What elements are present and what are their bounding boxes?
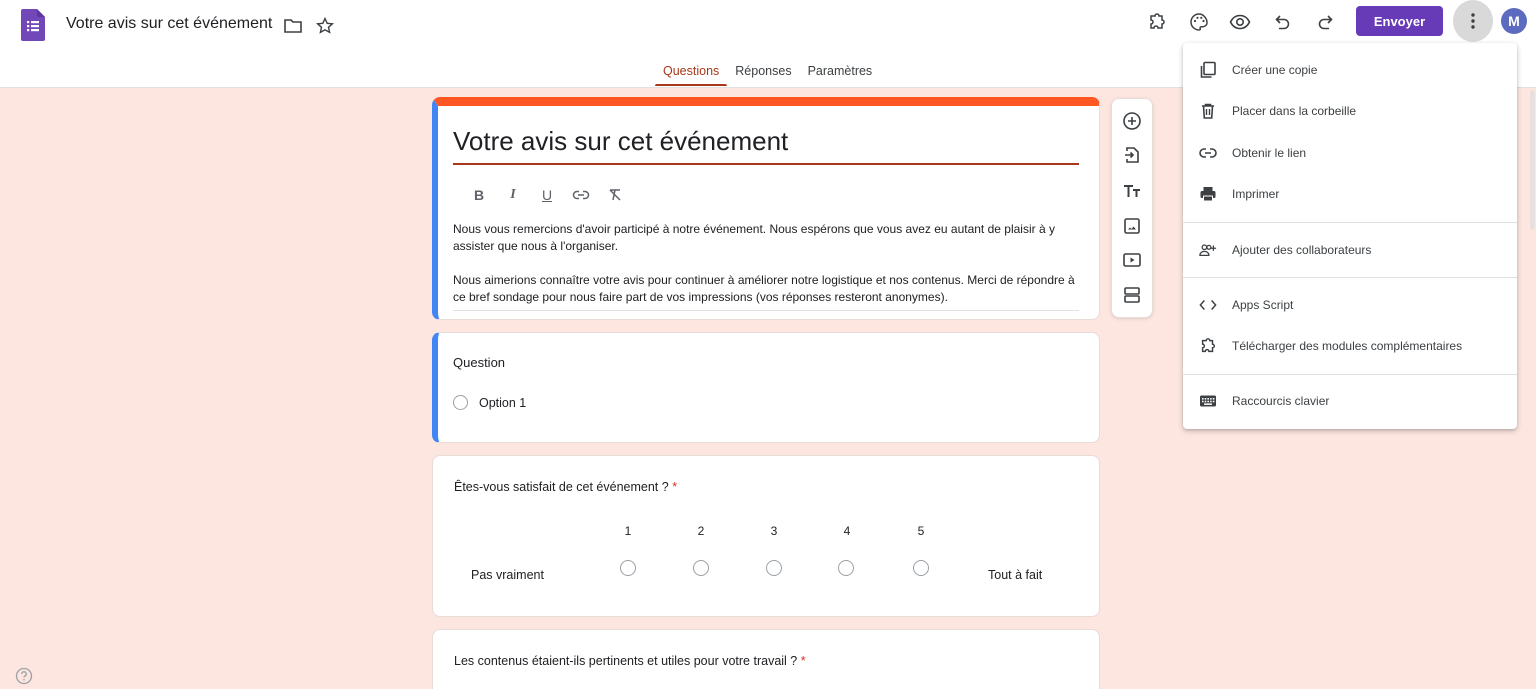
add-section-button[interactable] xyxy=(1121,284,1143,306)
menu-item-add-collaborators[interactable]: Ajouter des collaborateurs xyxy=(1183,230,1517,270)
scale-radio-2[interactable] xyxy=(693,560,709,576)
linear-scale-card[interactable] xyxy=(432,455,1100,617)
palette-icon[interactable] xyxy=(1187,10,1211,34)
add-title-button[interactable] xyxy=(1121,180,1143,202)
print-icon xyxy=(1199,185,1217,203)
copy-icon xyxy=(1199,61,1217,79)
forms-logo-icon[interactable] xyxy=(21,9,45,41)
scale-label-5: 5 xyxy=(917,524,925,538)
link-icon xyxy=(572,190,590,200)
required-asterisk: * xyxy=(800,654,806,668)
import-icon xyxy=(1122,145,1142,165)
question-card[interactable] xyxy=(432,629,1100,689)
option-label[interactable]: Option 1 xyxy=(479,395,527,410)
addons-icon[interactable] xyxy=(1145,10,1169,34)
question-card-selected[interactable] xyxy=(432,332,1100,443)
menu-item-apps-script[interactable]: Apps Script xyxy=(1183,285,1517,325)
keyboard-icon xyxy=(1199,392,1217,410)
question-text: Êtes-vous satisfait de cet événement ? xyxy=(454,480,669,494)
add-people-icon xyxy=(1199,241,1217,259)
menu-item-print[interactable]: Imprimer xyxy=(1183,174,1517,214)
menu-item-keyboard-shortcuts[interactable]: Raccourcis clavier xyxy=(1183,381,1517,421)
scale-label-1: 1 xyxy=(624,524,632,538)
add-question-button[interactable] xyxy=(1121,110,1143,132)
question-title[interactable] xyxy=(454,480,677,494)
section-icon xyxy=(1122,285,1142,305)
link-button[interactable] xyxy=(564,185,598,205)
tab-settings[interactable]: Paramètres xyxy=(807,64,873,78)
form-header-card[interactable] xyxy=(432,97,1100,320)
scale-label-2: 2 xyxy=(697,524,705,538)
code-icon xyxy=(1199,296,1217,314)
help-icon[interactable] xyxy=(15,667,33,685)
more-options-button[interactable] xyxy=(1453,0,1493,42)
clear-formatting-button[interactable] xyxy=(598,185,632,205)
menu-divider xyxy=(1183,222,1517,223)
clear-format-icon xyxy=(607,187,623,203)
page-scrollbar[interactable] xyxy=(1530,90,1535,230)
rich-text-toolbar xyxy=(462,185,632,205)
send-button[interactable]: Envoyer xyxy=(1356,6,1443,36)
menu-item-get-link[interactable]: Obtenir le lien xyxy=(1183,133,1517,173)
scale-low-label: Pas vraiment xyxy=(471,568,544,582)
tab-responses[interactable]: Réponses xyxy=(735,64,792,78)
description-paragraph: Nous vous remercions d'avoir participé à notre événement. Nous espérons que vous avez eu autant de plaisir à y assister que nous à l'organiser. xyxy=(453,222,1055,253)
more-vert-icon xyxy=(1470,12,1476,30)
scale-radio-5[interactable] xyxy=(913,560,929,576)
menu-divider xyxy=(1183,374,1517,375)
star-icon[interactable] xyxy=(315,16,335,36)
italic-button[interactable]: I xyxy=(510,187,516,202)
description-paragraph: Nous aimerions connaître votre avis pour continuer à améliorer notre logistique et nos contenus. Merci de répondre à ce bref sondage pour nous faire part de vos impressions (vos réponses resteront anonymes). xyxy=(453,273,1075,304)
tab-questions[interactable]: Questions xyxy=(655,56,727,88)
form-description-input[interactable] xyxy=(453,221,1079,311)
text-title-icon xyxy=(1122,181,1142,201)
account-avatar[interactable]: M xyxy=(1501,8,1527,34)
floating-toolbar xyxy=(1111,98,1153,318)
option-row xyxy=(453,395,526,410)
link-icon xyxy=(1199,144,1217,162)
menu-item-move-to-trash[interactable]: Placer dans la corbeille xyxy=(1183,91,1517,131)
question-text: Les contenus étaient-ils pertinents et utiles pour votre travail ? xyxy=(454,654,798,668)
folder-icon[interactable] xyxy=(283,16,303,36)
more-options-menu xyxy=(1183,43,1517,429)
undo-icon[interactable] xyxy=(1271,10,1295,34)
radio-button[interactable] xyxy=(453,395,468,410)
question-title[interactable]: Question xyxy=(453,355,506,370)
form-title-input[interactable]: Votre avis sur cet événement xyxy=(453,126,1079,165)
bold-button[interactable]: B xyxy=(473,187,485,203)
required-asterisk: * xyxy=(672,480,678,494)
image-icon xyxy=(1122,216,1142,236)
scale-label-4: 4 xyxy=(843,524,851,538)
scale-radio-1[interactable] xyxy=(620,560,636,576)
menu-item-make-copy[interactable]: Créer une copie xyxy=(1183,50,1517,90)
add-video-button[interactable] xyxy=(1121,249,1143,271)
add-image-button[interactable] xyxy=(1121,215,1143,237)
scale-radio-4[interactable] xyxy=(838,560,854,576)
menu-item-get-addons[interactable]: Télécharger des modules complémentaires xyxy=(1183,326,1517,366)
trash-icon xyxy=(1199,102,1217,120)
underline-button[interactable]: U xyxy=(541,187,553,203)
video-icon xyxy=(1122,250,1142,270)
addons-icon xyxy=(1199,337,1217,355)
add-circle-icon xyxy=(1122,111,1142,131)
scale-high-label: Tout à fait xyxy=(988,568,1043,582)
preview-eye-icon[interactable] xyxy=(1228,10,1252,34)
import-questions-button[interactable] xyxy=(1121,144,1143,166)
scale-label-3: 3 xyxy=(770,524,778,538)
scale-radio-3[interactable] xyxy=(766,560,782,576)
document-title[interactable]: Votre avis sur cet événement xyxy=(66,15,273,32)
form-tabs xyxy=(655,56,880,88)
question-title[interactable] xyxy=(454,654,806,668)
menu-divider xyxy=(1183,277,1517,278)
redo-icon[interactable] xyxy=(1313,10,1337,34)
